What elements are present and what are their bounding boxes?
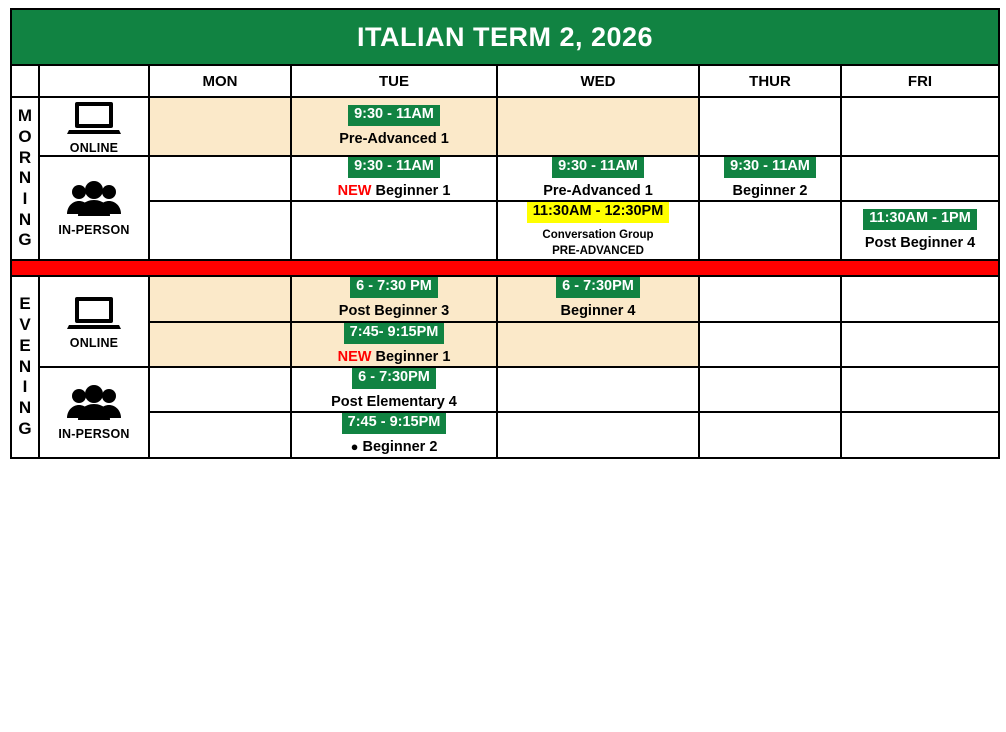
morning-letter-1: M	[17, 106, 33, 126]
cell-evening-online-tue-1	[291, 276, 497, 321]
new-badge: NEW	[337, 182, 372, 199]
class-name: Beginner 4	[560, 303, 636, 320]
bullet-marker: ●	[350, 439, 359, 455]
cell-morning-online-tue	[291, 97, 497, 156]
cell-evening-online-fri-2	[841, 322, 999, 367]
class-time: 11:30AM - 12:30PM	[527, 202, 670, 223]
cell-morning-online-mon	[149, 97, 291, 156]
cell-evening-online-fri-1	[841, 276, 999, 321]
evening-letter-6: N	[18, 398, 32, 418]
morning-letter-7: G	[18, 230, 32, 250]
cell-evening-online-tue-2	[291, 322, 497, 367]
cell-morning-inperson-tue-1	[291, 156, 497, 201]
cell-morning-online-thur	[699, 97, 841, 156]
corner-blank-2	[39, 65, 149, 97]
people-group-icon	[40, 180, 148, 220]
evening-letter-1: E	[19, 294, 31, 314]
day-header-tue: TUE	[291, 65, 497, 97]
cell-morning-inperson-fri-2	[841, 201, 999, 260]
class-name: Post Beginner 3	[338, 303, 450, 320]
cell-evening-online-mon-1	[149, 276, 291, 321]
evening-letter-3: E	[19, 335, 31, 355]
morning-inperson-mode	[39, 156, 149, 260]
cell-morning-inperson-wed-2	[497, 201, 699, 260]
cell-evening-inperson-tue-1	[291, 367, 497, 412]
class-time: 9:30 - 11AM	[552, 157, 644, 178]
morning-section-label	[11, 97, 39, 260]
morning-inperson-row-1	[11, 156, 999, 201]
cell-evening-inperson-thur-2	[699, 412, 841, 457]
evening-inperson-mode	[39, 367, 149, 458]
cell-morning-inperson-wed-1	[497, 156, 699, 201]
cell-evening-inperson-wed-1	[497, 367, 699, 412]
cell-evening-online-thur-1	[699, 276, 841, 321]
page-title: ITALIAN TERM 2, 2026	[11, 9, 999, 65]
cell-evening-inperson-mon-1	[149, 367, 291, 412]
class-name: Post Beginner 4	[864, 235, 976, 252]
morning-online-label: ONLINE	[69, 141, 119, 155]
morning-online-row	[11, 97, 999, 156]
evening-letter-2: V	[19, 315, 31, 335]
class-name-row	[292, 349, 496, 366]
class-name: Pre-Advanced 1	[543, 182, 653, 199]
title-row	[11, 9, 999, 65]
day-header-thur: THUR	[699, 65, 841, 97]
cell-evening-inperson-fri-2	[841, 412, 999, 457]
day-header-wed: WED	[497, 65, 699, 97]
red-divider	[11, 260, 999, 276]
morning-online-mode	[39, 97, 149, 156]
day-header-mon: MON	[149, 65, 291, 97]
class-level: PRE-ADVANCED	[552, 244, 644, 257]
schedule-table	[10, 8, 1000, 459]
class-time: 11:30AM - 1PM	[863, 209, 977, 230]
people-group-icon	[40, 384, 148, 424]
class-name-row	[292, 439, 496, 456]
evening-online-row-1	[11, 276, 999, 321]
class-name: Conversation Group	[542, 229, 654, 242]
day-header-row	[11, 65, 999, 97]
cell-evening-online-wed-2	[497, 322, 699, 367]
day-header-fri: FRI	[841, 65, 999, 97]
laptop-icon	[40, 293, 148, 333]
evening-online-row-2	[11, 322, 999, 367]
class-time: 6 - 7:30PM	[352, 368, 436, 389]
evening-online-label: ONLINE	[69, 336, 119, 351]
cell-morning-inperson-thur-1	[699, 156, 841, 201]
class-name: Beginner 1	[375, 348, 451, 365]
evening-letter-7: G	[18, 418, 32, 438]
cell-morning-inperson-mon-1	[149, 156, 291, 201]
morning-letter-6: N	[18, 209, 32, 229]
morning-letter-4: N	[18, 168, 32, 188]
cell-evening-inperson-fri-1	[841, 367, 999, 412]
class-name: Pre-Advanced 1	[339, 130, 449, 147]
cell-morning-inperson-fri-1	[841, 156, 999, 201]
class-name-row	[292, 183, 496, 200]
cell-evening-inperson-thur-1	[699, 367, 841, 412]
class-time: 7:45- 9:15PM	[344, 323, 445, 344]
new-badge: NEW	[337, 348, 372, 365]
evening-section-label	[11, 276, 39, 457]
cell-evening-online-mon-2	[149, 322, 291, 367]
morning-letter-3: R	[18, 147, 32, 167]
laptop-icon	[40, 98, 148, 138]
morning-inperson-row-2	[11, 201, 999, 260]
morning-inperson-label: IN-PERSON	[58, 222, 130, 237]
evening-letter-4: N	[18, 356, 32, 376]
class-name: Beginner 2	[732, 182, 808, 199]
cell-morning-inperson-tue-2	[291, 201, 497, 260]
evening-letter-5: I	[22, 377, 28, 397]
morning-letter-2: O	[18, 126, 32, 146]
cell-evening-online-wed-1	[497, 276, 699, 321]
corner-blank-1	[11, 65, 39, 97]
cell-evening-inperson-wed-2	[497, 412, 699, 457]
cell-morning-inperson-mon-2	[149, 201, 291, 260]
class-name: Beginner 2	[362, 439, 438, 456]
class-name: Post Elementary 4	[331, 393, 457, 410]
class-time: 9:30 - 11AM	[348, 157, 440, 178]
class-name: Beginner 1	[375, 182, 451, 199]
class-time: 9:30 - 11AM	[348, 105, 440, 126]
cell-evening-inperson-tue-2	[291, 412, 497, 457]
evening-inperson-label: IN-PERSON	[58, 426, 130, 441]
cell-morning-inperson-thur-2	[699, 201, 841, 260]
cell-morning-online-wed	[497, 97, 699, 156]
evening-online-mode	[39, 276, 149, 367]
evening-inperson-row-1	[11, 367, 999, 412]
cell-evening-inperson-mon-2	[149, 412, 291, 457]
morning-letter-5: I	[22, 189, 28, 209]
class-time: 9:30 - 11AM	[724, 157, 816, 178]
class-time: 7:45 - 9:15PM	[342, 413, 447, 434]
evening-inperson-row-2	[11, 412, 999, 457]
section-divider-row	[11, 260, 999, 276]
class-time: 6 - 7:30 PM	[350, 277, 438, 298]
cell-morning-online-fri	[841, 97, 999, 156]
class-time: 6 - 7:30PM	[556, 277, 640, 298]
cell-evening-online-thur-2	[699, 322, 841, 367]
